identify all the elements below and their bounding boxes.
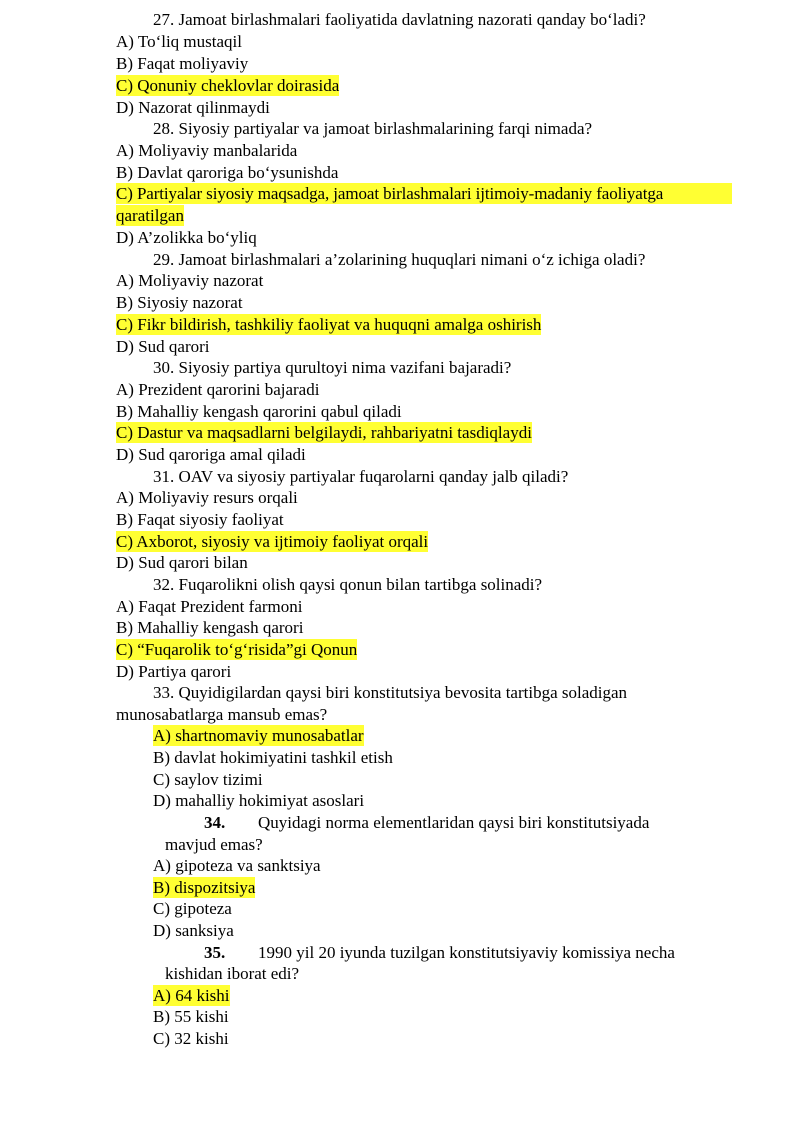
option-33-c: C) saylov tizimi <box>153 770 263 789</box>
option-32-a: A) Faqat Prezident farmoni <box>116 597 303 616</box>
question-35-text: 1990 yil 20 iyunda tuzilgan konstitutsiyaviy komissiya necha <box>258 943 675 962</box>
question-27-text: 27. Jamoat birlashmalari faoliyatida davlatning nazorati qanday bo‘ladi? <box>153 10 646 29</box>
option-31-a: A) Moliyaviy resurs orqali <box>116 488 298 507</box>
option-29-b: B) Siyosiy nazorat <box>116 293 243 312</box>
option-33-b: B) davlat hokimiyatini tashkil etish <box>153 748 393 767</box>
option-35-c: C) 32 kishi <box>153 1029 229 1048</box>
option-34-c: C) gipoteza <box>153 899 232 918</box>
option-29-a: A) Moliyaviy nazorat <box>116 271 264 290</box>
option-31-d: D) Sud qarori bilan <box>116 553 248 572</box>
question-29-text: 29. Jamoat birlashmalari a’zolarining huquqlari nimani o‘z ichiga oladi? <box>153 250 646 269</box>
option-30-a: A) Prezident qarorini bajaradi <box>116 380 320 399</box>
question-33-text: 33. Quyidigilardan qaysi biri konstitutsiya bevosita tartibga soladigan <box>153 683 628 702</box>
question-31-text: 31. OAV va siyosiy partiyalar fuqarolarni qanday jalb qiladi? <box>153 467 569 486</box>
question-34-text: Quyidagi norma elementlaridan qaysi biri konstitutsiyada <box>258 813 650 832</box>
question-32-text: 32. Fuqarolikni olish qaysi qonun bilan tartibga solinadi? <box>153 575 543 594</box>
question-33-continuation: munosabatlarga mansub emas? <box>116 705 328 724</box>
option-28-a: A) Moliyaviy manbalarida <box>116 141 298 160</box>
option-30-b: B) Mahalliy kengash qarorini qabul qiladi <box>116 402 402 421</box>
option-28-c-continuation: qaratilgan <box>116 206 184 225</box>
option-35-a-highlighted: A) 64 kishi <box>153 986 230 1005</box>
option-31-b: B) Faqat siyosiy faoliyat <box>116 510 284 529</box>
option-31-c-highlighted: C) Axborot, siyosiy va ijtimoiy faoliyat orqali <box>116 532 429 551</box>
question-35-number: 35. <box>204 943 226 962</box>
option-28-c-highlighted: C) Partiyalar siyosiy maqsadga, jamoat birlashmalari ijtimoiy-madaniy faoliyatga <box>116 183 732 204</box>
option-29-d: D) Sud qarori <box>116 337 210 356</box>
option-32-d: D) Partiya qarori <box>116 662 232 681</box>
question-34-number: 34. <box>204 813 226 832</box>
option-33-d: D) mahalliy hokimiyat asoslari <box>153 791 365 810</box>
option-33-a-highlighted: A) shartnomaviy munosabatlar <box>153 726 364 745</box>
option-27-d: D) Nazorat qilinmaydi <box>116 98 270 117</box>
option-34-d: D) sanksiya <box>153 921 234 940</box>
option-35-b: B) 55 kishi <box>153 1007 229 1026</box>
option-30-c-highlighted: C) Dastur va maqsadlarni belgilaydi, rahbariyatni tasdiqlaydi <box>116 423 532 442</box>
question-35-continuation: kishidan iborat edi? <box>165 964 300 983</box>
option-27-a: A) To‘liq mustaqil <box>116 32 242 51</box>
option-32-c-highlighted: C) “Fuqarolik to‘g‘risida”gi Qonun <box>116 640 358 659</box>
option-27-b: B) Faqat moliyaviy <box>116 54 249 73</box>
question-30-text: 30. Siyosiy partiya qurultoyi nima vazifani bajaradi? <box>153 358 512 377</box>
option-27-c-highlighted: C) Qonuniy cheklovlar doirasida <box>116 76 340 95</box>
option-34-b-highlighted: B) dispozitsiya <box>153 878 256 897</box>
option-28-d: D) A’zolikka bo‘yliq <box>116 228 257 247</box>
option-30-d: D) Sud qaroriga amal qiladi <box>116 445 306 464</box>
question-34-continuation: mavjud emas? <box>165 835 263 854</box>
option-34-a: A) gipoteza va sanktsiya <box>153 856 321 875</box>
option-29-c-highlighted: C) Fikr bildirish, tashkiliy faoliyat va huquqni amalga oshirish <box>116 315 542 334</box>
option-28-b: B) Davlat qaroriga bo‘ysunishda <box>116 163 339 182</box>
option-32-b: B) Mahalliy kengash qarori <box>116 618 304 637</box>
question-28-text: 28. Siyosiy partiyalar va jamoat birlashmalarining farqi nimada? <box>153 119 593 138</box>
